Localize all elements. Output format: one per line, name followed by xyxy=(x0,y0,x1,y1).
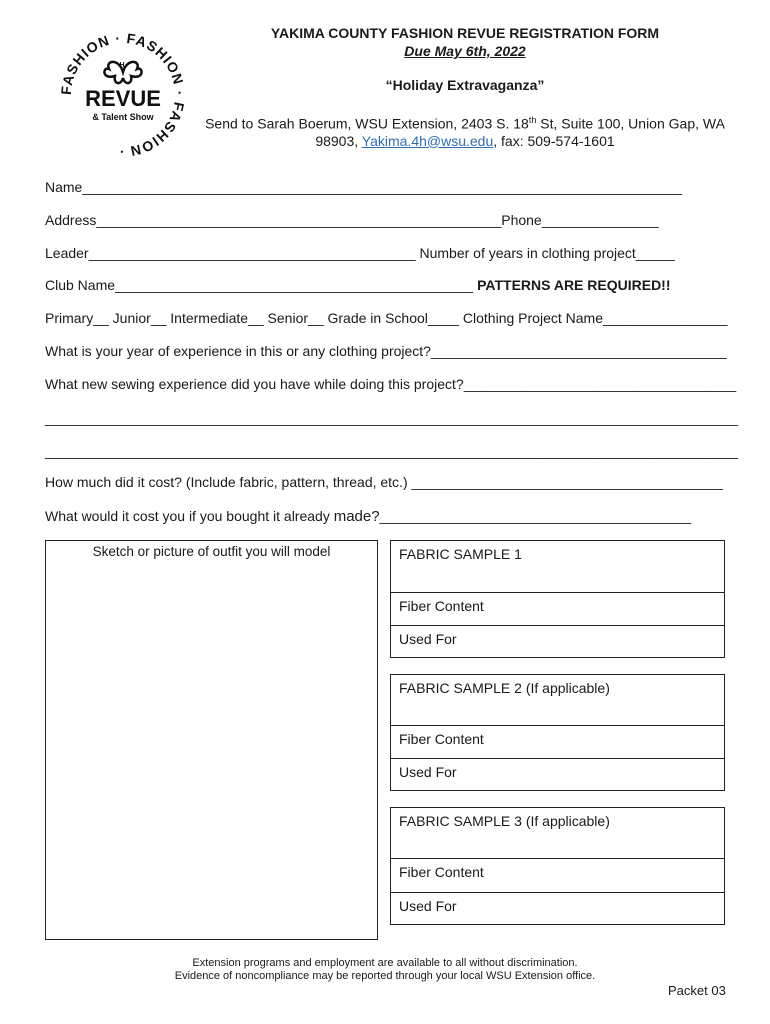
cost-field[interactable]: How much did it cost? (Include fabric, pattern, thread, etc.) ________________________________________ xyxy=(45,474,723,490)
svg-text:H: H xyxy=(119,62,125,69)
club-field[interactable]: Club Name______________________________________________ PATTERNS ARE REQUIRED!! xyxy=(45,277,671,293)
leader-field[interactable]: Leader__________________________________________ Number of years in clothing project_____ xyxy=(45,245,675,261)
footer-line-2: Evidence of noncompliance may be reported through your local WSU Extension office. xyxy=(174,970,596,982)
fashion-revue-logo xyxy=(58,30,188,160)
fabric-sample-title: FABRIC SAMPLE 3 (If applicable) xyxy=(399,813,610,829)
packet-number: Packet 03 xyxy=(668,983,726,998)
due-date: Due May 6th, 2022 xyxy=(404,43,526,59)
used-for-field[interactable]: Used For xyxy=(391,625,724,658)
sketch-label: Sketch or picture of outfit you will model xyxy=(92,544,331,559)
fiber-content-field[interactable]: Fiber Content xyxy=(391,858,724,892)
blank-line[interactable]: _________________________________________________________________________________________ xyxy=(45,410,738,426)
theme-title: “Holiday Extravaganza” xyxy=(385,77,545,93)
used-for-field[interactable]: Used For xyxy=(391,892,724,925)
logo-revue-text: REVUE xyxy=(85,86,161,111)
new-experience-field[interactable]: What new sewing experience did you have while doing this project?___________________________________ xyxy=(45,376,737,392)
fabric-sample-3-box[interactable] xyxy=(390,807,725,925)
fiber-content-field[interactable]: Fiber Content xyxy=(391,725,724,758)
sketch-box[interactable] xyxy=(45,540,378,940)
fabric-sample-title: FABRIC SAMPLE 1 xyxy=(399,546,522,562)
fabric-sample-title: FABRIC SAMPLE 2 (If applicable) xyxy=(399,680,610,696)
year-experience-field[interactable]: What is your year of experience in this or any clothing project?______________________________________ xyxy=(45,343,727,359)
division-field[interactable]: Primary__ Junior__ Intermediate__ Senior__ Grade in School____ Clothing Project Name________________ xyxy=(45,310,728,326)
fabric-sample-1-box[interactable] xyxy=(390,540,725,658)
used-for-field[interactable]: Used For xyxy=(391,758,724,791)
address-field[interactable]: Address____________________________________________________Phone_______________ xyxy=(45,212,659,228)
fiber-content-field[interactable]: Fiber Content xyxy=(391,592,724,625)
patterns-required-note: PATTERNS ARE REQUIRED!! xyxy=(477,277,671,293)
footer-line-1: Extension programs and employment are available to all without discrimination. xyxy=(192,957,578,969)
form-title: YAKIMA COUNTY FASHION REVUE REGISTRATION FORM xyxy=(270,25,660,41)
email-link[interactable]: Yakima.4h@wsu.edu xyxy=(361,132,494,149)
fabric-sample-2-box[interactable] xyxy=(390,674,725,791)
logo-sub-text: & Talent Show xyxy=(92,112,154,122)
name-field[interactable]: Name_____________________________________________________________________________ xyxy=(45,179,682,195)
send-address: Send to Sarah Boerum, WSU Extension, 2403 S. 18th St, Suite 100, Union Gap, WA 98903, Yakima.4h@wsu.edu, fax: 509-574-1601 xyxy=(205,115,725,149)
blank-line[interactable]: _________________________________________________________________________________________ xyxy=(45,443,738,459)
logo-ring-text: FASHION · FASHION · FASHION · xyxy=(58,30,188,160)
clover-icon xyxy=(104,62,141,83)
buy-cost-field[interactable]: What would it cost you if you bought it already made?________________________________________ xyxy=(45,508,692,525)
